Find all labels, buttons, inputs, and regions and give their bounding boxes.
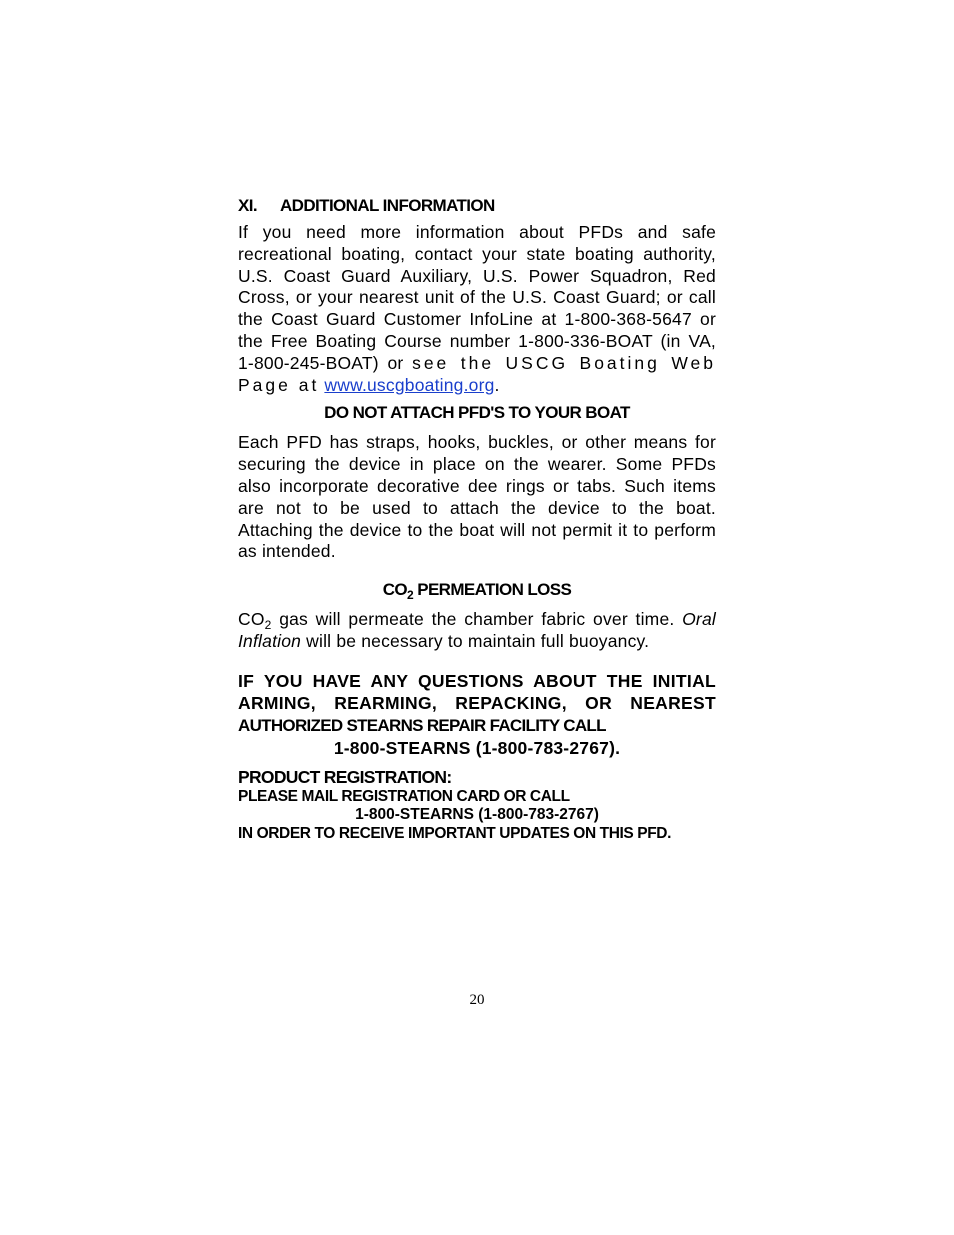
page-number: 20 (469, 992, 485, 1008)
document-content (238, 194, 716, 843)
questions-line-2: AUTHORIZED STEARNS REPAIR FACILITY CALL (238, 715, 606, 735)
section-title: ADDITIONAL INFORMATION (280, 196, 495, 215)
co2-text-end: will be necessary to maintain full buoyancy. (301, 630, 650, 651)
co2-text-subscript: 2 (264, 618, 272, 633)
co2-heading-rest: PERMEATION LOSS (413, 580, 572, 600)
co2-text-co: CO (238, 609, 265, 630)
web-page-text: see the USCG Boating Web Page at (238, 352, 716, 395)
section-number: XI. (238, 196, 257, 215)
co2-paragraph (238, 609, 716, 653)
registration-title: PRODUCT REGISTRATION: (238, 766, 452, 787)
co2-heading-subscript: 2 (407, 588, 414, 603)
registration-line-1: PLEASE MAIL REGISTRATION CARD OR CALL (238, 787, 570, 805)
additional-info-paragraph (238, 222, 716, 396)
co2-heading (238, 579, 716, 601)
co2-heading-co: CO (382, 580, 407, 600)
questions-phone: 1-800-STEARNS (1-800-783-2767). (333, 737, 621, 758)
co2-text-mid: gas will permeate the chamber fabric over time. (271, 609, 683, 630)
oral-inflation-text: Oral Inflation (238, 609, 716, 651)
section-heading (238, 194, 716, 218)
registration-line-3: IN ORDER TO RECEIVE IMPORTANT UPDATES ON THIS PFD. (238, 824, 671, 842)
uscg-boating-link[interactable]: www.uscgboating.org (324, 374, 495, 395)
link-period: . (494, 374, 500, 395)
questions-block (238, 670, 716, 759)
questions-line-1: IF YOU HAVE ANY QUESTIONS ABOUT THE INITIAL ARMING, REARMING, REPACKING, OR NEAREST (238, 670, 716, 713)
registration-phone: 1-800-STEARNS (1-800-783-2767) (355, 806, 599, 824)
attach-paragraph: Each PFD has straps, hooks, buckles, or other means for securing the device in place on the wearer. Some PFDs also incorporate decorative dee rings or tabs. Such items are not to be used to attach the device to the boat. Attaching the device to the boat will not permit it to perform as intended. (238, 432, 716, 562)
attach-heading: DO NOT ATTACH PFD'S TO YOUR BOAT (324, 403, 630, 423)
additional-info-text: If you need more information about PFDs and safe recreational boating, contact your state boating authority, U.S. Coast Guard Auxiliary, U.S. Power Squadron, Red Cross, or your nearest unit of the U.S. Coast Guard; or call the Coast Guard Customer InfoLine at 1-800-368-5647 or the Free Boating Course number 1-800-336-BOAT (in VA, 1-800-245-BOAT) or (238, 222, 716, 373)
